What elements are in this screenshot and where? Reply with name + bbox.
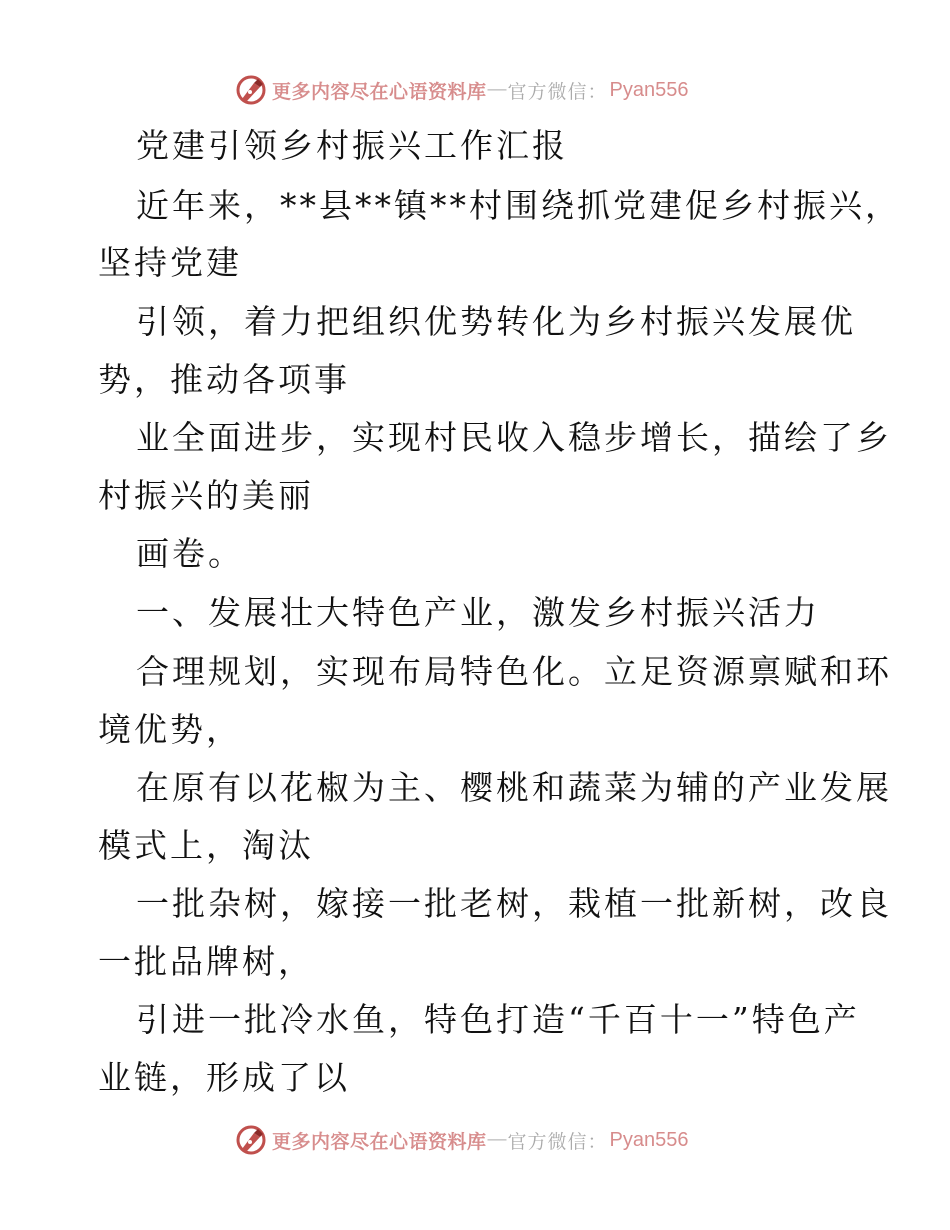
text-line: 合理规划，实现布局特色化。立足资源禀赋和环 [136, 652, 892, 691]
watermark-account: Pyan556 [609, 78, 689, 101]
text-line: 一批杂树，嫁接一批老树，栽植一批新树，改良 [136, 884, 892, 923]
watermark-brand: 更多内容尽在心语资料库 [272, 80, 487, 103]
text-line: 一批品牌树， [98, 942, 314, 981]
watermark-official-label: 官方微信： [507, 80, 608, 103]
text-line: 引领，着力把组织优势转化为乡村振兴发展优 [136, 302, 856, 341]
watermark-official-label: 官方微信： [507, 1130, 608, 1153]
text-line: 坚持党建 [98, 243, 242, 282]
text-line: 村振兴的美丽 [98, 476, 314, 515]
watermark-dash: — [487, 1129, 507, 1150]
watermark-brand: 更多内容尽在心语资料库 [272, 1130, 487, 1153]
pen-nib-circle-icon [234, 73, 268, 107]
document-title: 党建引领乡村振兴工作汇报 [136, 126, 568, 165]
text-line: 在原有以花椒为主、樱桃和蔬菜为辅的产业发展 [136, 768, 892, 807]
text-line: 引进一批冷水鱼，特色打造“千百十一”特色产 [136, 1000, 860, 1039]
text-line: 业链，形成了以 [98, 1058, 350, 1097]
watermark-footer [234, 1123, 689, 1157]
pen-nib-circle-icon [234, 1123, 268, 1157]
text-line: 模式上，淘汰 [98, 826, 314, 865]
watermark-account: Pyan556 [609, 1128, 689, 1151]
text-line: 画卷。 [136, 534, 244, 573]
section-heading: 一、发展壮大特色产业，激发乡村振兴活力 [136, 593, 820, 632]
text-line: 近年来，**县**镇**村围绕抓党建促乡村振兴， [136, 186, 901, 225]
watermark-header [234, 73, 689, 107]
text-line: 业全面进步，实现村民收入稳步增长，描绘了乡 [136, 418, 892, 457]
text-line: 势，推动各项事 [98, 360, 350, 399]
text-line: 境优势， [98, 710, 242, 749]
watermark-dash: — [487, 79, 507, 100]
